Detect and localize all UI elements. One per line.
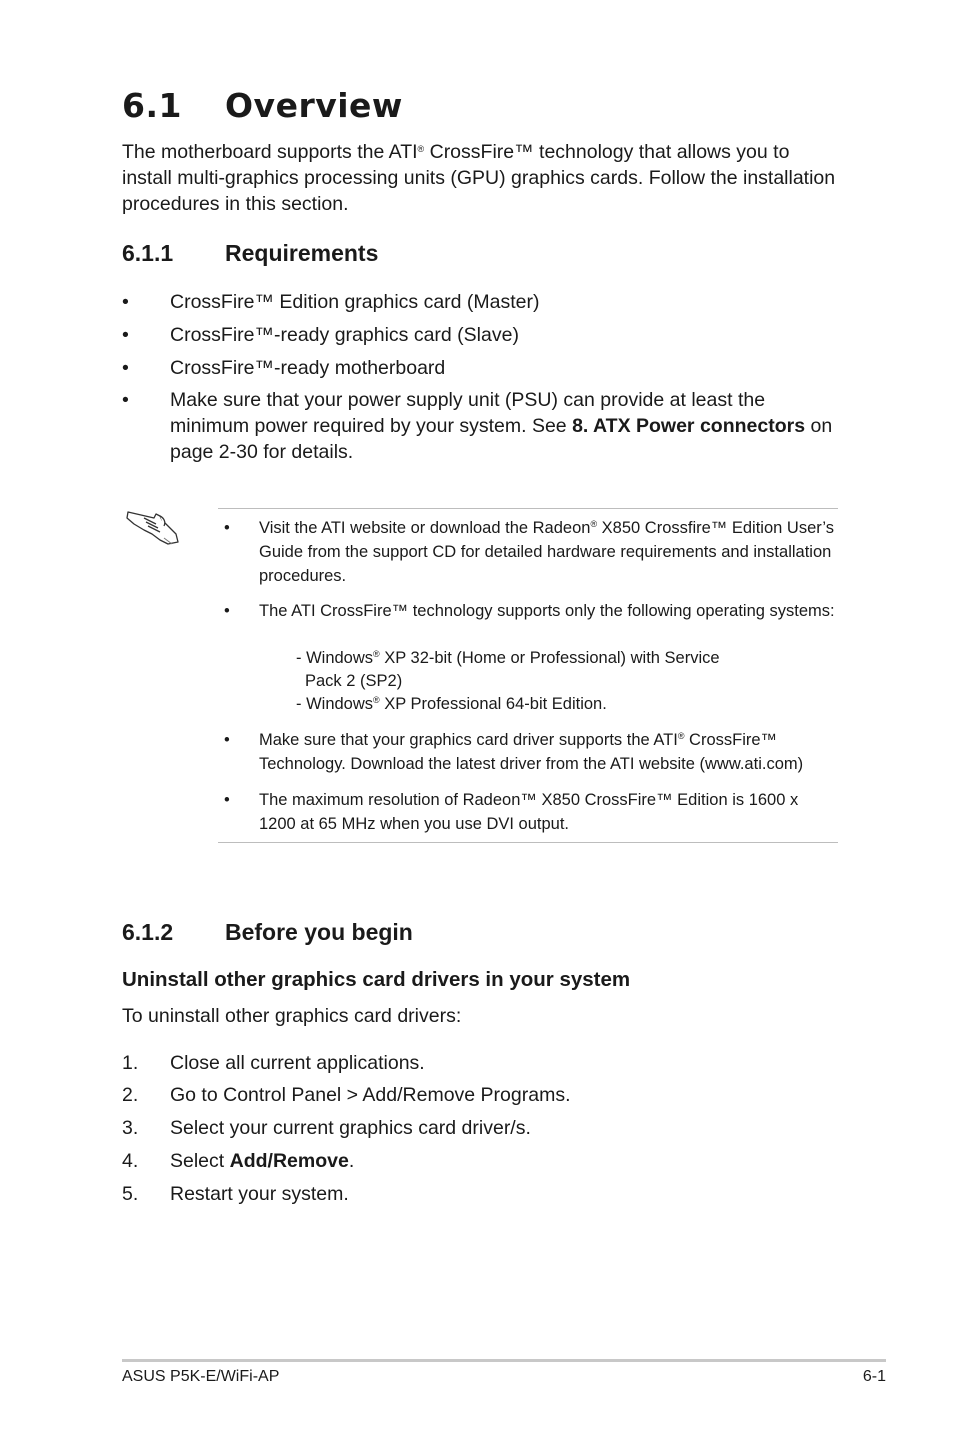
- bullet: •: [122, 291, 129, 313]
- step-number: 2.: [122, 1084, 139, 1106]
- before-title: Before you begin: [225, 919, 413, 945]
- step-number: 5.: [122, 1183, 139, 1205]
- note-text-4: The maximum resolution of Radeon™ X850 CrossFire™ Edition is 1600 x 1200 at 65 MHz when you use DVI output.: [259, 791, 799, 833]
- bullet: •: [122, 324, 129, 346]
- hand-note-icon: [124, 504, 180, 548]
- registered-mark: ®: [677, 731, 685, 741]
- bullet: •: [224, 791, 230, 809]
- uninstall-lead: To uninstall other graphics card drivers:: [122, 1005, 462, 1027]
- os-line-3: [296, 692, 816, 716]
- step-text: Go to Control Panel > Add/Remove Programs.: [170, 1084, 571, 1106]
- note-bottom-divider: [218, 842, 838, 843]
- bullet: •: [224, 602, 230, 620]
- before-heading: [122, 919, 413, 946]
- os-line-2: Pack 2 (SP2): [305, 672, 403, 690]
- note-text-3: [259, 728, 839, 776]
- step-number: 1.: [122, 1052, 139, 1074]
- note-text-2: [259, 599, 839, 623]
- note-3a: Make sure that your graphics card driver supports the ATI: [259, 731, 678, 749]
- bullet: •: [224, 731, 230, 749]
- os-1b: XP 32-bit (Home or Professional) with Service: [379, 649, 720, 667]
- footer-divider: [122, 1359, 886, 1362]
- registered-mark: ®: [373, 649, 380, 659]
- step-text: [170, 1148, 354, 1174]
- bullet: •: [122, 357, 129, 379]
- requirement-1: CrossFire™ Edition graphics card (Master): [170, 291, 540, 313]
- uninstall-subheading: Uninstall other graphics card drivers in your system: [122, 968, 631, 991]
- step-text: Close all current applications.: [170, 1052, 425, 1074]
- bullet: •: [224, 519, 230, 537]
- note-1a: Visit the ATI website or download the Radeon: [259, 519, 591, 537]
- intro-text-1: The motherboard supports the ATI: [122, 141, 418, 163]
- note-1b: X850 Crossfire™ Edition User’s Guide from the support CD for detailed hardware requirements and installation procedures.: [259, 519, 834, 585]
- atx-power-reference: 8. ATX Power connectors: [572, 415, 806, 437]
- os-1a: - Windows: [296, 649, 374, 667]
- bullet: •: [122, 389, 129, 411]
- step-text: Select your current graphics card driver/s.: [170, 1117, 531, 1139]
- footer-page-number: 6-1: [862, 1368, 886, 1385]
- section-title: Overview: [225, 86, 403, 125]
- step-text: Restart your system.: [170, 1183, 349, 1205]
- add-remove-reference: Add/Remove: [229, 1150, 349, 1172]
- note-text-1: [259, 516, 839, 588]
- note-2a: The ATI CrossFire™ technology supports only the following operating systems:: [259, 602, 835, 620]
- step-4-text: Select: [170, 1150, 230, 1172]
- req4-text: Make sure that your power supply unit (PSU) can provide at least the minimum power required by your system. See: [170, 389, 766, 437]
- registered-mark: ®: [417, 144, 425, 154]
- page-title: [122, 86, 403, 125]
- step-4-end: .: [348, 1150, 355, 1172]
- req4-text-end: on page 2-30 for details.: [170, 415, 833, 463]
- section-number: 6.1: [122, 86, 182, 125]
- requirements-number: 6.1.1: [122, 240, 174, 266]
- step-number: 4.: [122, 1150, 139, 1172]
- os-line-1: [296, 646, 816, 670]
- note-top-divider: [218, 508, 838, 509]
- step-number: 3.: [122, 1117, 139, 1139]
- os-3a: - Windows: [296, 695, 374, 713]
- requirement-4: [170, 387, 845, 465]
- footer-product-name: ASUS P5K-E/WiFi-AP: [122, 1368, 280, 1385]
- intro-text-2: CrossFire™ technology that allows you to install multi-graphics processing units (GPU) graphics cards. Follow the installation procedures in this section.: [122, 141, 836, 215]
- requirements-heading: [122, 240, 378, 267]
- note-3b: CrossFire™ Technology. Download the latest driver from the ATI website (www.ati.com): [259, 731, 804, 773]
- requirement-3: CrossFire™-ready motherboard: [170, 357, 446, 379]
- intro-paragraph: [122, 139, 842, 217]
- os-3b: XP Professional 64-bit Edition.: [379, 695, 607, 713]
- registered-mark: ®: [590, 519, 598, 529]
- before-number: 6.1.2: [122, 919, 174, 945]
- registered-mark: ®: [373, 695, 380, 705]
- requirement-2: CrossFire™-ready graphics card (Slave): [170, 324, 519, 346]
- requirements-title: Requirements: [225, 240, 379, 266]
